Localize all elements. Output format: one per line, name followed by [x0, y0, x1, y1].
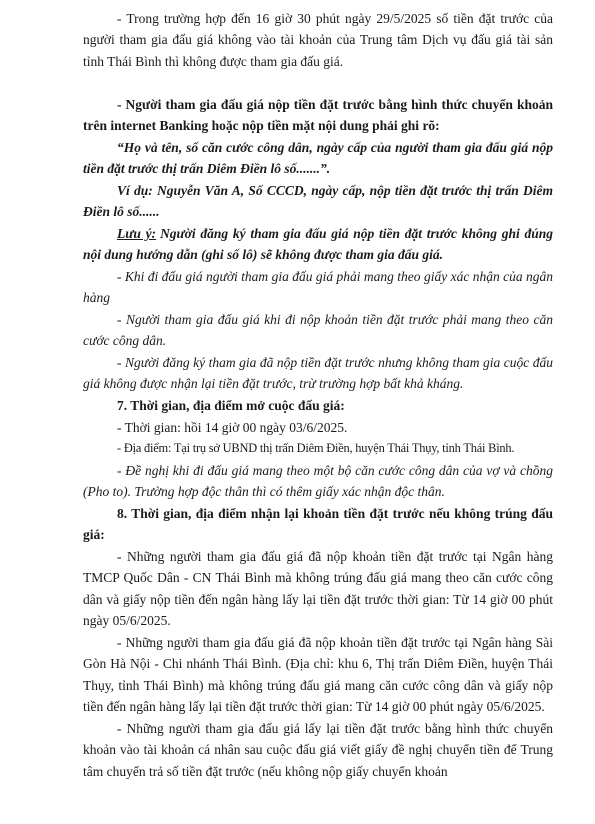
paragraph-no-refund: - Người đăng ký tham gia đã nộp tiền đặt trước nhưng không tham gia cuộc đấu giá không được nhận lại tiền đặt trước, trừ trường hợp bất khả kháng.: [83, 355, 553, 392]
paragraph-bring-id: - Người tham gia đấu giá khi đi nộp khoản tiền đặt trước phải mang theo căn cước công dân.: [83, 312, 553, 349]
paragraph-transfer-instruction: - Người tham gia đấu giá nộp tiền đặt trước bằng hình thức chuyển khoản trên internet Banking hoặc nộp tiền mặt nội dung phải ghi rõ:: [83, 97, 553, 134]
paragraph-bank-confirmation: - Khi đi đấu giá người tham gia đấu giá phải mang theo giấy xác nhận của ngân hàng: [83, 269, 553, 306]
note-text: Người đăng ký tham gia đấu giá nộp tiền đặt trước không ghi đúng nội dung hướng dẫn (ghi số lô) sẽ không được tham gia đấu giá.: [83, 226, 553, 263]
paragraph-refund-transfer: - Những người tham gia đấu giá lấy lại tiền đặt trước bằng hình thức chuyển khoản vào tài khoản cá nhân sau cuộc đấu giá viết giấy đề nghị chuyển tiền để Trung tâm chuyển trả số tiền đặt trước (nếu không nộp giấy chuyển khoản: [83, 721, 553, 779]
heading-section-8: 8. Thời gian, địa điểm nhận lại khoản tiền đặt trước nếu không trúng đấu giá:: [83, 506, 553, 543]
paragraph-auction-time: - Thời gian: hồi 14 giờ 00 ngày 03/6/2025.: [117, 420, 348, 435]
paragraph-example: Ví dụ: Nguyễn Văn A, Số CCCD, ngày cấp, nộp tiền đặt trước thị trấn Diêm Điền lô số......: [83, 183, 553, 220]
heading-section-7: 7. Thời gian, địa điểm mở cuộc đấu giá:: [117, 398, 345, 413]
paragraph-transfer-content-format: “Họ và tên, số căn cước công dân, ngày cấp của người tham gia đấu giá nộp tiền đặt trước thị trấn Diêm Điền lô số.......”.: [83, 140, 553, 177]
note-label: Lưu ý:: [117, 226, 157, 241]
paragraph-id-copies: - Đề nghị khi đi đấu giá mang theo một bộ căn cước công dân của vợ và chồng (Pho to). Trường hợp độc thân thì có thêm giấy xác nhận độc thân.: [83, 463, 553, 500]
paragraph-refund-shb: - Những người tham gia đấu giá đã nộp khoản tiền đặt trước tại Ngân hàng Sài Gòn Hà Nội - Chi nhánh Thái Bình. (Địa chỉ: khu 6, Thị trấn Diêm Điền, huyện Thái Thụy, tỉnh Thái Bình) mà không trúng đấu giá mang căn cước công dân và giấy nộp tiền đến ngân hàng lấy lại tiền đặt trước thời gian: Từ 14 giờ 00 phút ngày 05/6/2025.: [83, 635, 553, 715]
paragraph-deposit-deadline: - Trong trường hợp đến 16 giờ 30 phút ngày 29/5/2025 số tiền đặt trước của người tham gia đấu giá không vào tài khoản của Trung tâm Dịch vụ đấu giá tài sản tỉnh Thái Bình thì không được tham gia đấu giá.: [83, 11, 553, 69]
paragraph-note: [83, 223, 553, 266]
paragraph-auction-location: - Địa điểm: Tại trụ sở UBND thị trấn Diêm Điền, huyện Thái Thụy, tỉnh Thái Bình.: [117, 441, 515, 455]
paragraph-refund-ncb: - Những người tham gia đấu giá đã nộp khoản tiền đặt trước tại Ngân hàng TMCP Quốc Dân - CN Thái Bình mà không trúng đấu giá mang theo căn cước công dân và giấy nộp tiền đến ngân hàng lấy lại tiền đặt trước thời gian: Từ 14 giờ 00 phút ngày 05/6/2025.: [83, 549, 553, 629]
